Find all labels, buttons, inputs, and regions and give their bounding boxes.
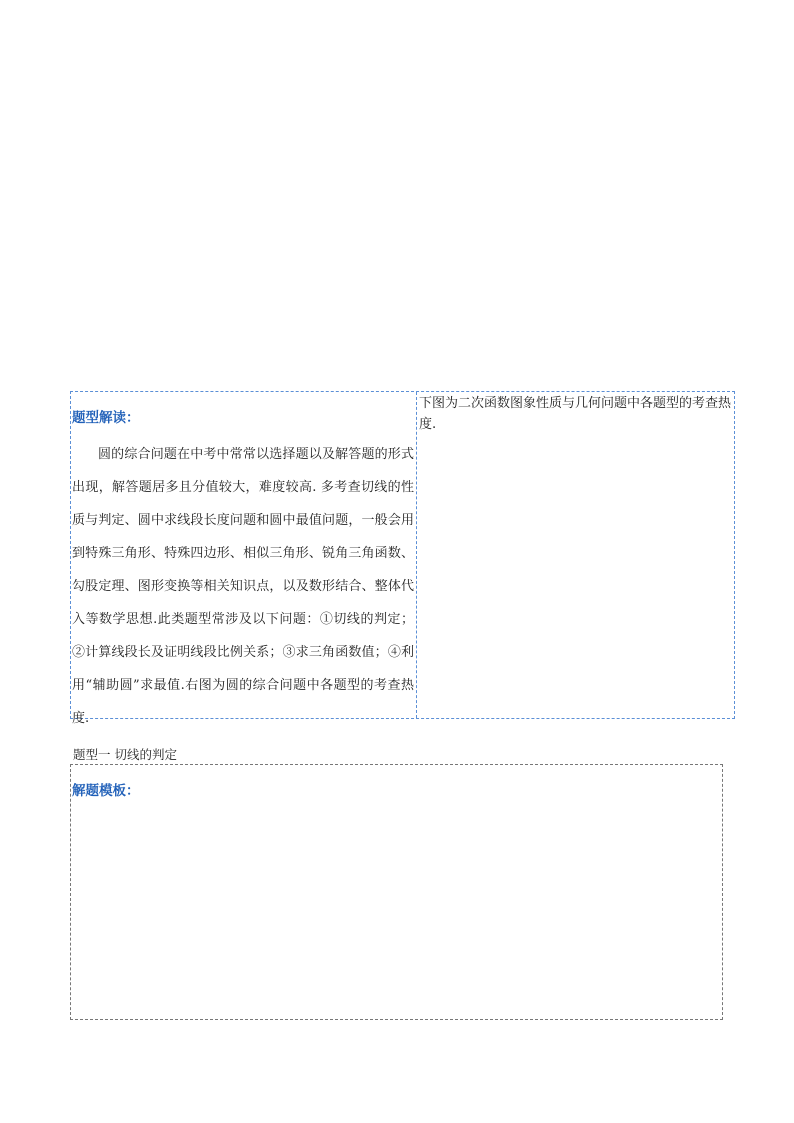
intro-table <box>70 391 735 726</box>
solution-template-box <box>70 764 723 1020</box>
question-type-title: 题型一 切线的判定 <box>73 747 177 762</box>
intro-right-cell: 下图为二次函数图象性质与几何问题中各题型的考查热度. <box>419 396 732 432</box>
intro-left-cell <box>71 392 417 726</box>
intro-label: 题型解读： <box>72 410 140 426</box>
template-label: 解题模板： <box>72 783 140 799</box>
intro-body-text: 圆的综合问题在中考中常常以选择题以及解答题的形式出现，解答题居多且分值较大，难度较高. 多考查切线的性质与判定、圆中求线段长度问题和圆中最值问题，一般会用到特殊三角形、特殊四边形、相似三角形、锐角三角函数、勾股定理、图形变换等相关知识点，以及数形结合、整体代入等数学思想.此类题型常涉及以下问题：①切线的判定；②计算线段长及证明线段比例关系；③求三角函数值；④利用“辅助圆”求最值.右图为圆的综合问题中各题型的考查热度. <box>72 447 414 726</box>
